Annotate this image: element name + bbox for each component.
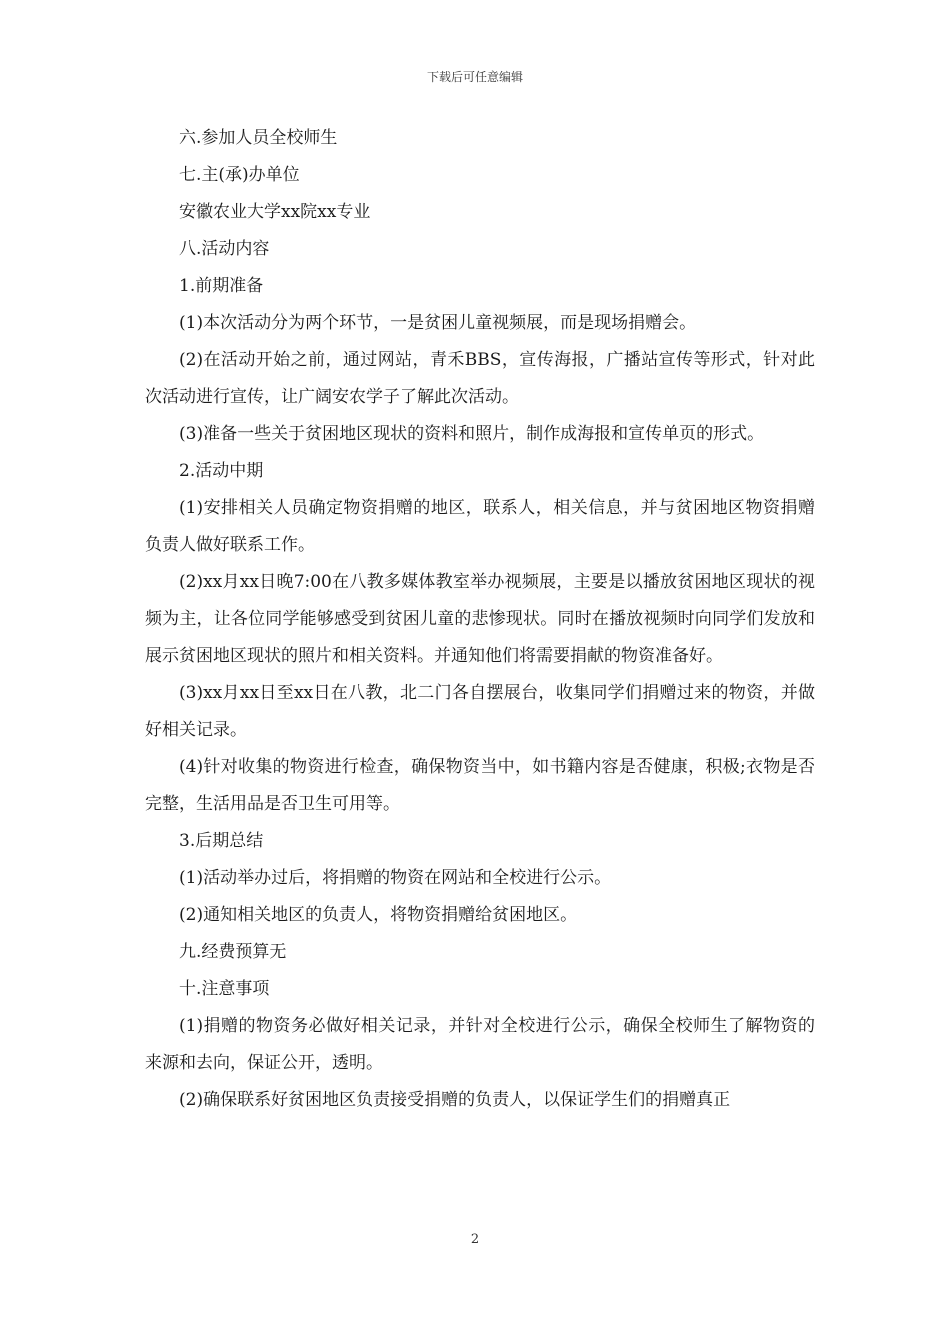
paragraph: 十.注意事项 (179, 979, 270, 999)
paragraph: (2)确保联系好贫困地区负责接受捐赠的负责人，以保证学生们的捐赠真正 (179, 1090, 731, 1110)
paragraph: (3)准备一些关于贫困地区现状的资料和照片，制作成海报和宣传单页的形式。 (179, 424, 765, 444)
paragraph: 1.前期准备 (179, 276, 264, 296)
paragraph: 七.主(承)办单位 (179, 165, 300, 185)
paragraph: 九.经费预算无 (179, 942, 287, 962)
paragraph: (2)xx月xx日晚7:00在八教多媒体教室举办视频展，主要是以播放贫困地区现状的视频为主，让各位同学能够感受到贫困儿童的悲惨现状。同时在播放视频时向同学们发放和展示贫困地区现状的照片和相关资料。并通知他们将需要捐献的物资准备好。 (145, 572, 815, 666)
page-header: 下载后可任意编辑 (426, 70, 523, 84)
paragraph: (2)通知相关地区的负责人，将物资捐赠给贫困地区。 (179, 905, 578, 925)
paragraph: (1)本次活动分为两个环节，一是贫困儿童视频展，而是现场捐赠会。 (179, 313, 697, 333)
paragraph: (1)安排相关人员确定物资捐赠的地区，联系人，相关信息，并与贫困地区物资捐赠负责人做好联系工作。 (145, 498, 815, 555)
page-number: 2 (470, 1232, 480, 1247)
paragraph: 六.参加人员全校师生 (179, 128, 338, 148)
paragraph: (1)捐赠的物资务必做好相关记录，并针对全校进行公示，确保全校师生了解物资的来源和去向，保证公开，透明。 (145, 1016, 815, 1073)
paragraph: (2)在活动开始之前，通过网站，青禾BBS，宣传海报，广播站宣传等形式，针对此次活动进行宣传，让广阔安农学子了解此次活动。 (145, 350, 815, 407)
paragraph: (4)针对收集的物资进行检查，确保物资当中，如书籍内容是否健康，积极;衣物是否完整，生活用品是否卫生可用等。 (145, 757, 815, 814)
paragraph: (1)活动举办过后，将捐赠的物资在网站和全校进行公示。 (179, 868, 612, 888)
paragraph: 2.活动中期 (179, 461, 264, 481)
paragraph: 八.活动内容 (179, 239, 270, 259)
paragraph: (3)xx月xx日至xx日在八教，北二门各自摆展台，收集同学们捐赠过来的物资，并做好相关记录。 (145, 683, 815, 740)
paragraph: 3.后期总结 (179, 831, 264, 851)
document-body (145, 120, 815, 1119)
paragraph: 安徽农业大学xx院xx专业 (179, 202, 371, 222)
